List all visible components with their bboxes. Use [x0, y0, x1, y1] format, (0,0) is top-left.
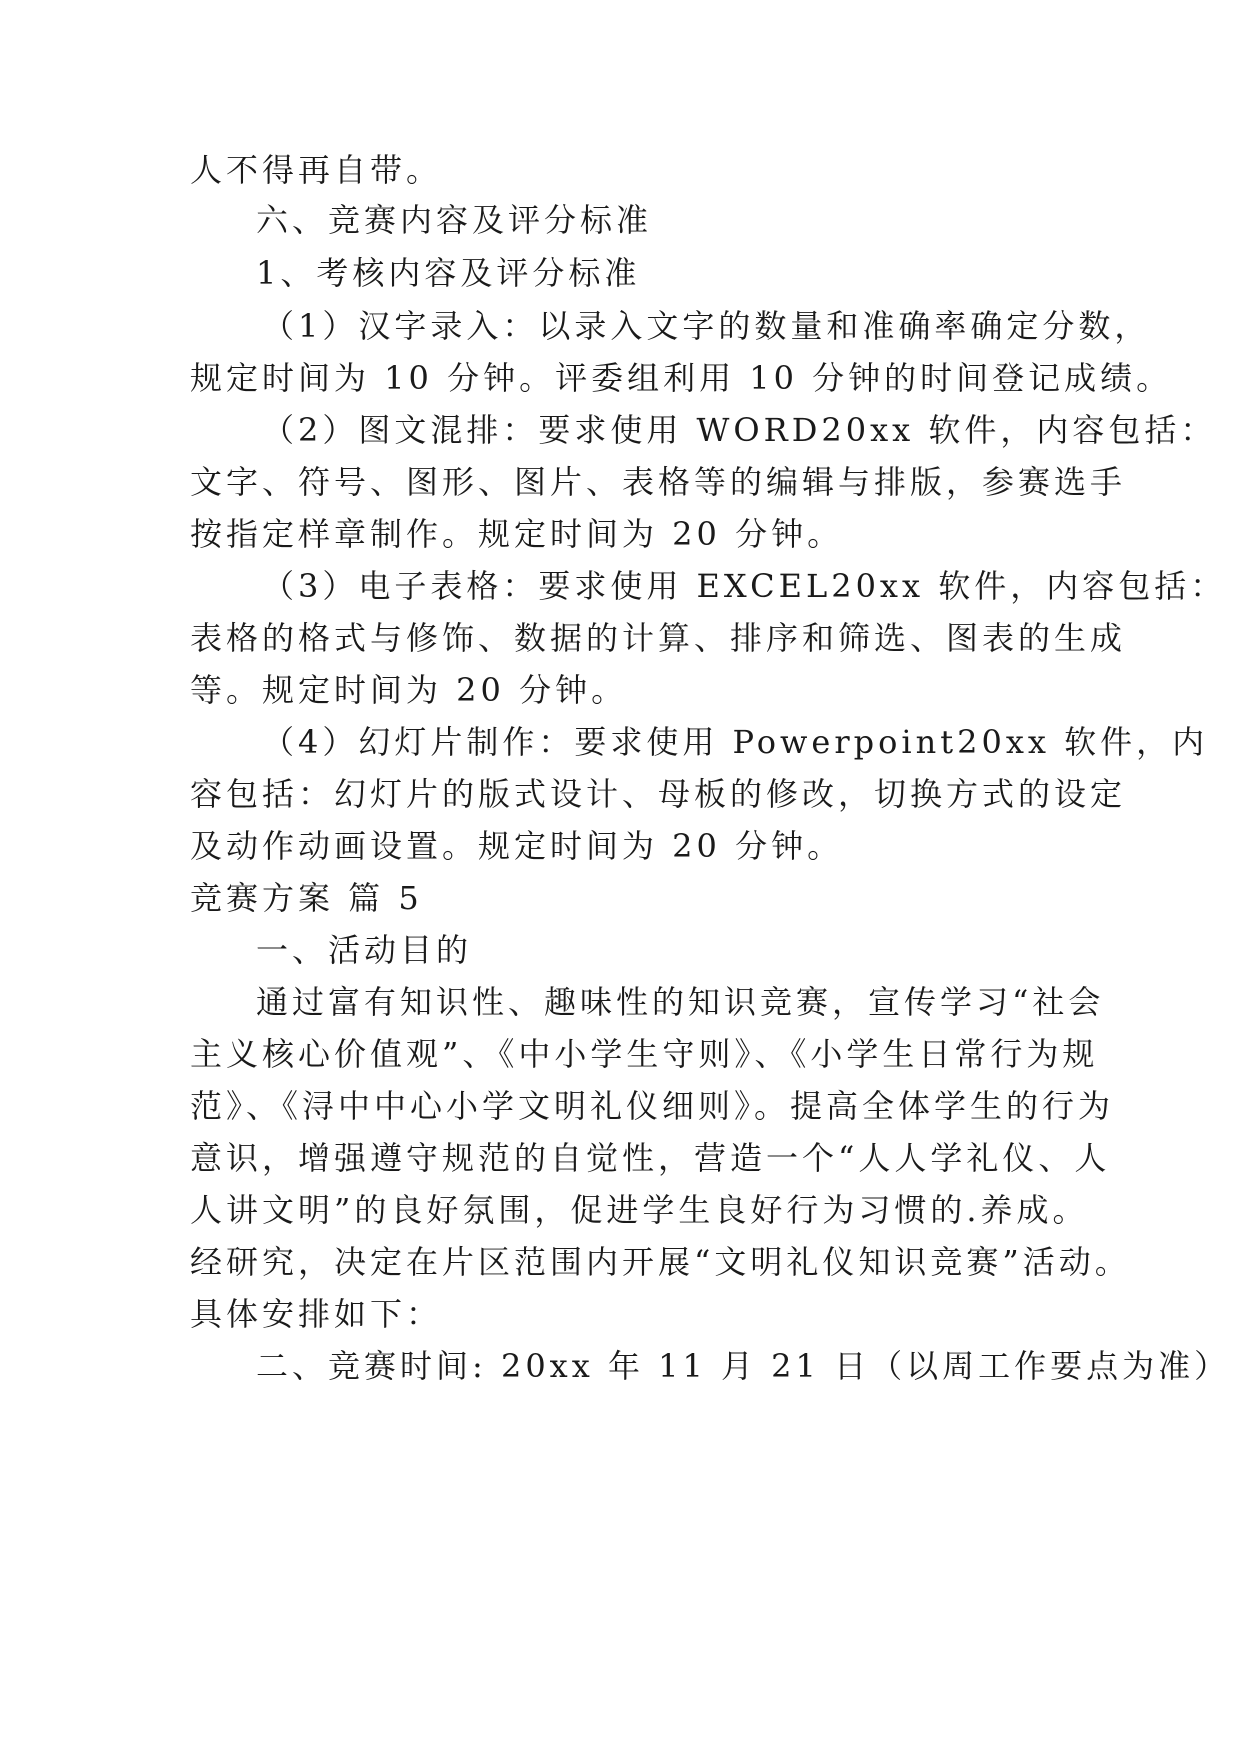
text-line: 表格的格式与修饰、数据的计算、排序和筛选、图表的生成 — [190, 619, 1127, 657]
text-line: （1）汉字录入：以录入文字的数量和准确率确定分数， — [262, 307, 1151, 345]
text-line: 按指定样章制作。规定时间为 20 分钟。 — [190, 515, 844, 553]
section-heading: 六、竞赛内容及评分标准 — [256, 201, 653, 239]
text-line: 文字、符号、图形、图片、表格等的编辑与排版，参赛选手 — [190, 463, 1127, 501]
text-line: 人讲文明”的良好氛围，促进学生良好行为习惯的.养成。 — [190, 1191, 1089, 1229]
text-line: 及动作动画设置。规定时间为 20 分钟。 — [190, 827, 844, 865]
text-line: 经研究，决定在片区范围内开展“文明礼仪知识竞赛”活动。 — [190, 1243, 1131, 1281]
text-line: 通过富有知识性、趣味性的知识竞赛，宣传学习“社会 — [256, 983, 1105, 1021]
text-line: （4）幻灯片制作：要求使用 Powerpoint20xx 软件，内 — [262, 723, 1209, 761]
section-heading: 一、活动目的 — [256, 931, 473, 969]
text-line: 具体安排如下： — [190, 1295, 443, 1333]
text-line: （3）电子表格：要求使用 EXCEL20xx 软件，内容包括： — [262, 567, 1227, 605]
text-line: 意识，增强遵守规范的自觉性，营造一个“人人学礼仪、人 — [190, 1139, 1111, 1177]
text-line: 人不得再自带。 — [190, 151, 443, 189]
text-line: 范》、《浔中中心小学文明礼仪细则》。提高全体学生的行为 — [190, 1087, 1115, 1125]
subsection-heading: 1、考核内容及评分标准 — [256, 254, 641, 292]
text-line: 容包括：幻灯片的版式设计、母板的修改，切换方式的设定 — [190, 775, 1127, 813]
text-line: 规定时间为 10 分钟。评委组利用 10 分钟的时间登记成绩。 — [190, 359, 1173, 397]
section-title: 竞赛方案 篇 5 — [190, 879, 423, 917]
text-line: 主义核心价值观”、《中小学生守则》、《小学生日常行为规 — [190, 1035, 1099, 1073]
text-line: （2）图文混排：要求使用 WORD20xx 软件，内容包括： — [262, 411, 1217, 449]
text-line: 等。规定时间为 20 分钟。 — [190, 671, 628, 709]
section-heading: 二、竞赛时间: 20xx 年 11 月 21 日（以周工作要点为准） — [256, 1347, 1231, 1385]
